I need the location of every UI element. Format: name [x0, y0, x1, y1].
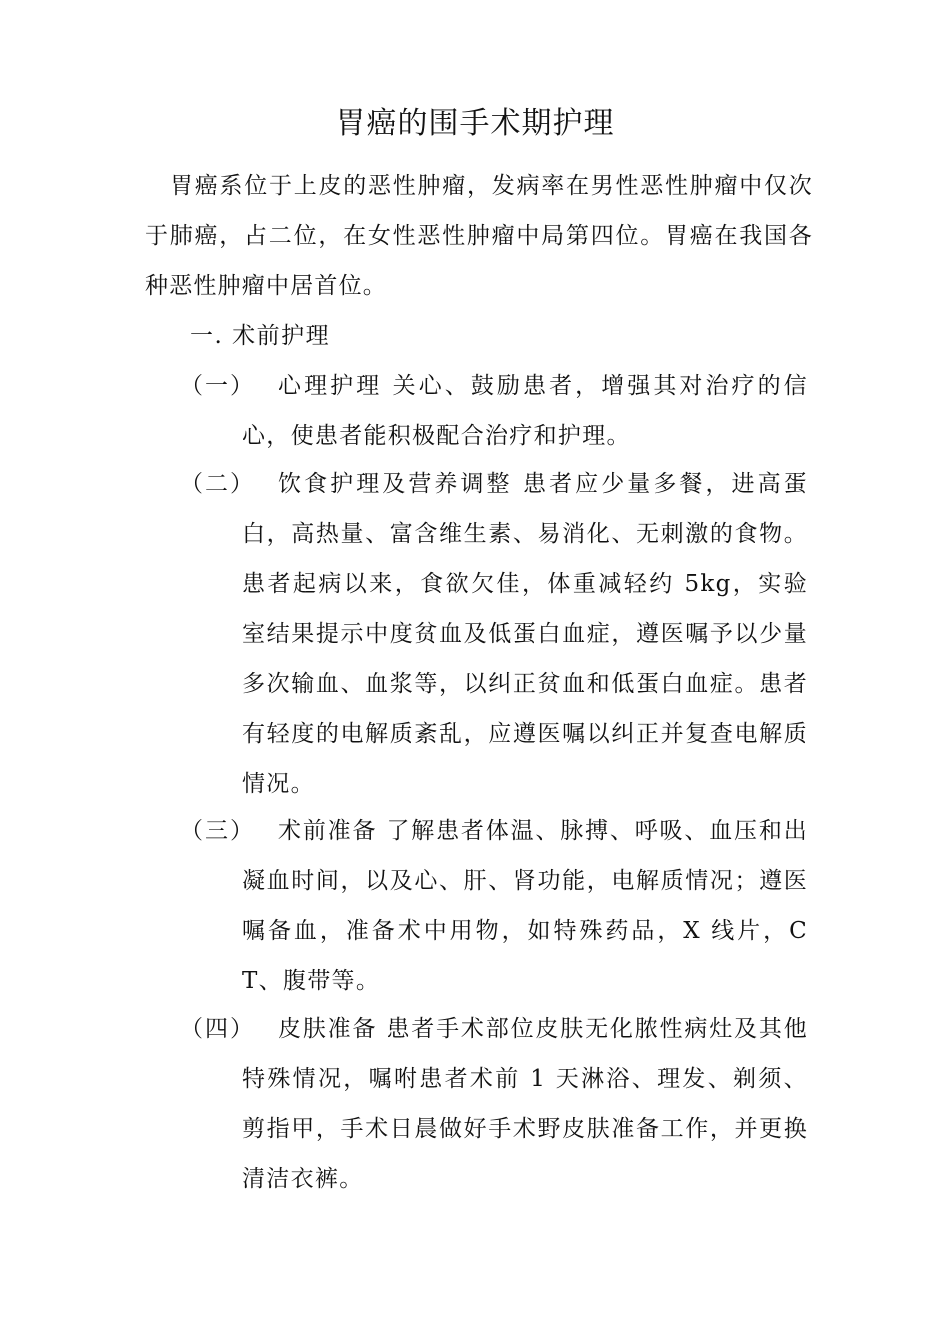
list-item-text: 皮肤准备 患者手术部位皮肤无化脓性病灶及其他特殊情况，嘱咐患者术前 1 天淋浴、理发、剃须、剪指甲，手术日晨做好手术野皮肤准备工作，并更换清洁衣裤。	[242, 1016, 808, 1192]
list-item-number: （一）	[180, 373, 255, 399]
list-item-number: （三）	[180, 818, 255, 844]
intro-paragraph: 胃癌系位于上皮的恶性肿瘤，发病率在男性恶性肿瘤中仅次于肺癌，占二位，在女性恶性肿瘤中局第四位。胃癌在我国各种恶性肿瘤中居首位。	[145, 173, 813, 299]
list-item-text: 心理护理 关心、鼓励患者，增强其对治疗的信心，使患者能积极配合治疗和护理。	[242, 373, 808, 449]
list-item-text: 术前准备 了解患者体温、脉搏、呼吸、血压和出凝血时间，以及心、肝、肾功能，电解质情况；遵医嘱备血，准备术中用物，如特殊药品，X 线片，CT、腹带等。	[242, 818, 808, 994]
section-heading: 一. 术前护理	[190, 323, 331, 349]
document-title: 胃癌的围手术期护理	[335, 106, 615, 141]
list-item-number: （四）	[180, 1016, 255, 1042]
list-item-text: 饮食护理及营养调整 患者应少量多餐，进高蛋白，高热量、富含维生素、易消化、无刺激的食物。患者起病以来，食欲欠佳，体重减轻约 5kg，实验室结果提示中度贫血及低蛋白血症，遵医嘱予以少量多次输血、血浆等，以纠正贫血和低蛋白血症。患者有轻度的电解质紊乱，应遵医嘱以纠正并复查电解质情况。	[242, 471, 808, 797]
list-item-number: （二）	[180, 471, 255, 497]
